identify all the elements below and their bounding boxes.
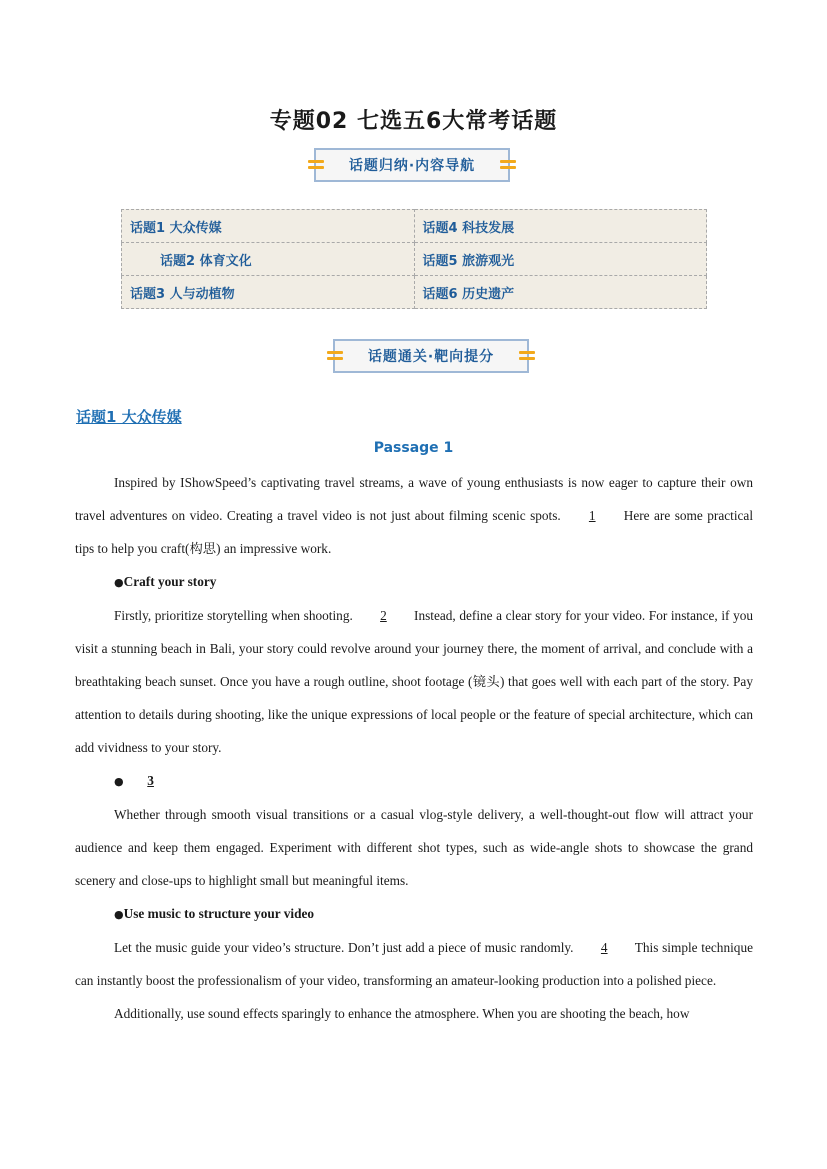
paragraph-text: Inspired by IShowSpeed’s captivating travel streams, a wave of young enthusiasts is now eager to capture their own travel adventures on video. Creating a travel video is not just about filming scenic spots. bbox=[75, 475, 753, 523]
topic-cell[interactable]: 话题3 人与动植物 bbox=[122, 276, 415, 309]
topic-cell[interactable]: 话题2 体育文化 bbox=[122, 243, 415, 276]
double-bar-icon bbox=[500, 159, 516, 171]
blank-2: 2 bbox=[380, 608, 387, 623]
section-heading[interactable]: 话题1 大众传媒 bbox=[76, 408, 182, 426]
passage-body bbox=[75, 466, 753, 1030]
subheading bbox=[75, 565, 753, 599]
table-row bbox=[122, 210, 707, 243]
page-title: 专题02 七选五6大常考话题 bbox=[269, 109, 558, 134]
paragraph-text: Instead, define a clear story for your video. For instance, if you visit a stunning beach in Bali, your story could revolve around your journey there, the moment of arrival, and conclude with a breathtaking beach sunset. Once you have a rough outline, shoot footage (镜头) that goes well with each part of the story. Pay attention to details during shooting, like the unique expressions of local people or the feature of special architecture, which can add vividness to your story. bbox=[75, 608, 754, 755]
paragraph-text: Additionally, use sound effects sparingly to enhance the atmosphere. When you are shooting the beach, how bbox=[114, 1006, 690, 1021]
topic-cell[interactable]: 话题1 大众传媒 bbox=[122, 210, 415, 243]
blank-4: 4 bbox=[600, 940, 608, 955]
paragraph bbox=[75, 599, 753, 764]
bullet-icon: ● bbox=[114, 775, 124, 788]
subheading bbox=[75, 897, 753, 931]
subheading-text: Use music to structure your video bbox=[123, 906, 315, 921]
table-row bbox=[122, 243, 707, 276]
paragraph-text: Let the music guide your video’s structure. Don’t just add a piece of music randomly. bbox=[114, 940, 574, 955]
paragraph-text: Whether through smooth visual transitions or a casual vlog-style delivery, a well-thought-out flow will attract your audience and keep them engaged. Experiment with different shot types, such as wide-angle shots to showcase the grand scenery and close-ups to highlight small but meaningful items. bbox=[75, 807, 753, 888]
subheading-text: Craft your story bbox=[123, 574, 217, 589]
topic-cell[interactable]: 话题6 历史遗产 bbox=[414, 276, 707, 309]
paragraph bbox=[75, 466, 753, 565]
paragraph-text: Here are some practical tips to help you craft(构思) an impressive work. bbox=[75, 508, 754, 556]
passage-title: Passage 1 bbox=[373, 440, 454, 456]
practice-banner-label: 话题通关·靶向提分 bbox=[367, 349, 495, 365]
paragraph-text: This simple technique can instantly boost the professionalism of your video, transforming an amateur-looking production into a polished piece. bbox=[75, 940, 753, 988]
paragraph bbox=[75, 997, 753, 1030]
topic-navigation-table bbox=[121, 209, 707, 309]
navigation-banner-label: 话题归纳·内容导航 bbox=[348, 158, 476, 174]
paragraph bbox=[75, 931, 753, 997]
topic-cell[interactable]: 话题5 旅游观光 bbox=[414, 243, 707, 276]
blank-1: 1 bbox=[588, 508, 596, 523]
bullet-icon: ● bbox=[114, 576, 124, 589]
topic-cell[interactable]: 话题4 科技发展 bbox=[414, 210, 707, 243]
double-bar-icon bbox=[308, 159, 324, 171]
bullet-icon: ● bbox=[114, 908, 124, 921]
navigation-banner bbox=[314, 148, 510, 182]
paragraph bbox=[75, 798, 753, 897]
practice-banner bbox=[333, 339, 529, 373]
blank-3: 3 bbox=[147, 773, 154, 788]
double-bar-icon bbox=[519, 350, 535, 362]
table-row bbox=[122, 276, 707, 309]
double-bar-icon bbox=[327, 350, 343, 362]
paragraph-text: Firstly, prioritize storytelling when shooting. bbox=[114, 608, 353, 623]
subheading bbox=[75, 764, 753, 798]
